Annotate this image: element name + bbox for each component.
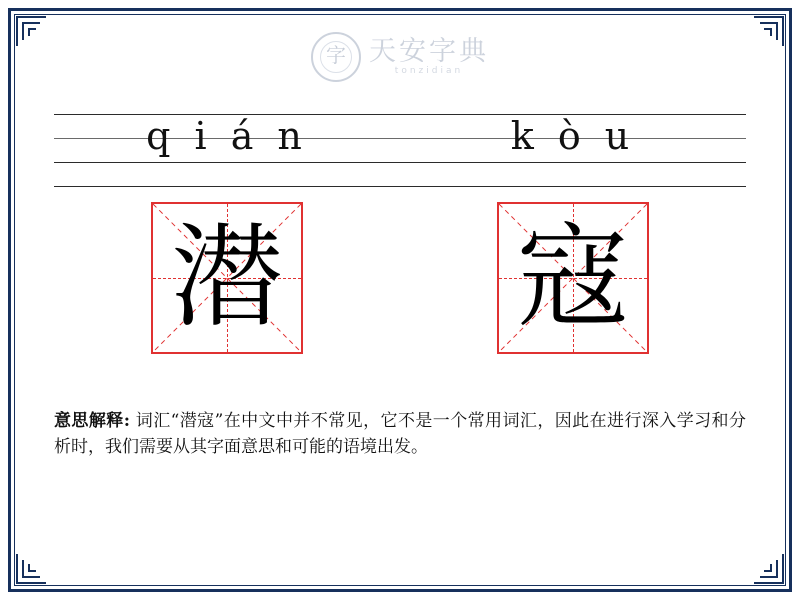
character-row	[54, 202, 746, 354]
staff-line-4	[54, 186, 746, 187]
pinyin-syllable-1: q i á n	[146, 114, 308, 158]
brand-title: 天安字典	[369, 35, 489, 67]
explanation-label: 意思解释:	[54, 411, 130, 431]
hanzi-character-2: 寇	[517, 213, 629, 343]
character-cell-1	[54, 202, 400, 354]
card-content	[30, 26, 770, 574]
explanation-text: 词汇“潜寇”在中文中并不常见，它不是一个常用词汇，因此在进行深入学习和分析时，我们需要从其字面意思和可能的语境出发。	[54, 411, 746, 458]
pinyin-staff	[54, 88, 746, 172]
seal-icon	[311, 32, 361, 82]
staff-line-3	[54, 162, 746, 163]
pinyin-syllable-2: k ò u	[510, 114, 636, 158]
explanation-block	[54, 408, 746, 461]
character-cell-2	[400, 202, 746, 354]
tianzige-grid-2	[497, 202, 649, 354]
tianzige-grid-1	[151, 202, 303, 354]
hanzi-character-1: 潜	[171, 213, 283, 343]
brand-text	[369, 35, 489, 77]
brand-watermark	[311, 32, 489, 82]
pinyin-row	[54, 110, 746, 162]
seal-icon-glyph: 字	[326, 43, 346, 67]
brand-subtitle: tonzidian	[394, 66, 464, 77]
